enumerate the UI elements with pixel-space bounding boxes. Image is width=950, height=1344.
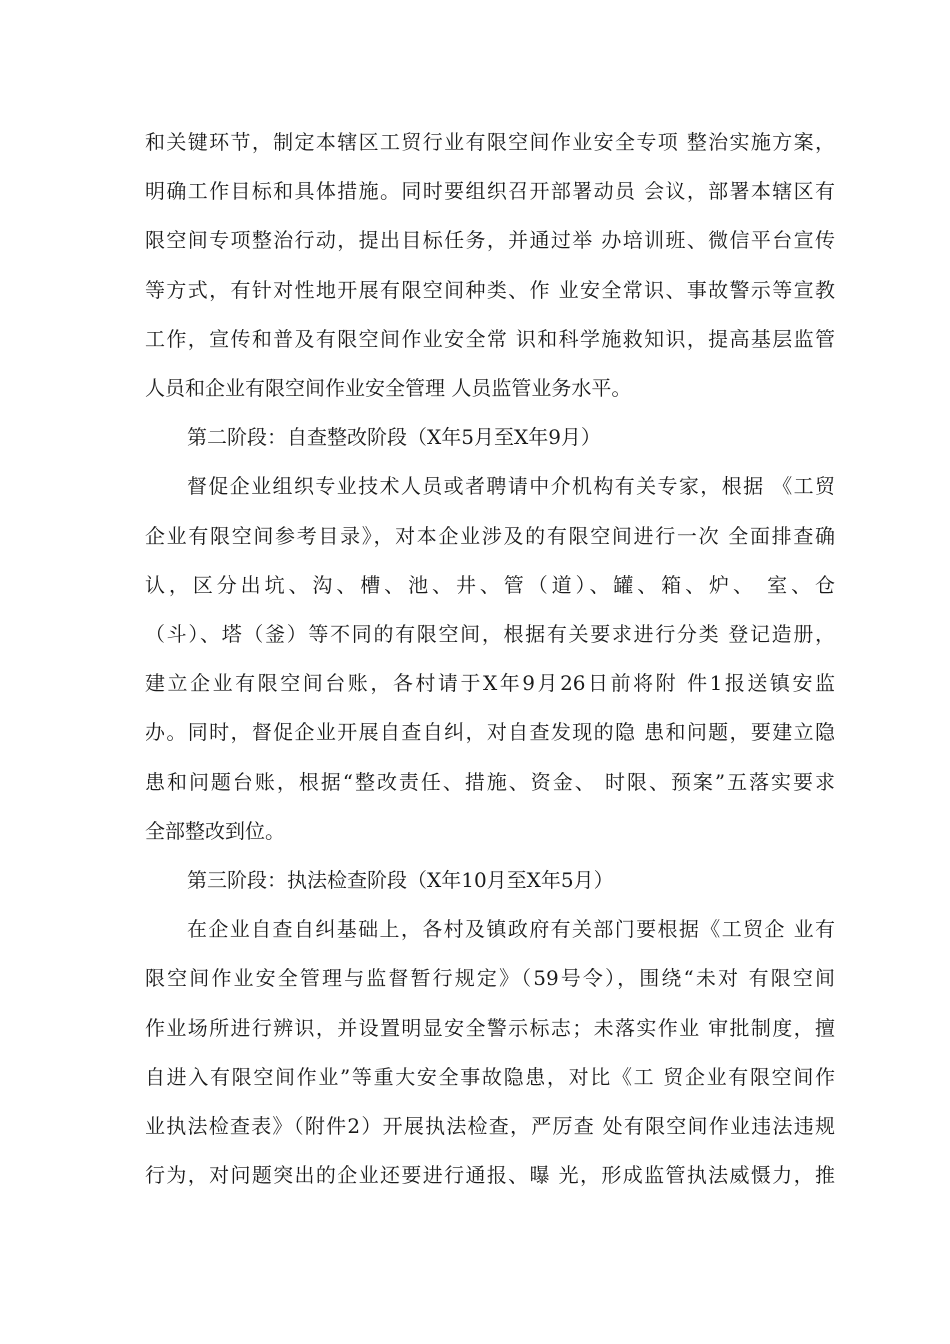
paragraph-line: 办。同时，督促企业开展自查自纠，对自查发现的隐 患和问题，要建立隐 <box>145 720 835 744</box>
paragraph-line: 全部整改到位。 <box>145 819 285 843</box>
section-heading: 第三阶段：执法检查阶段（X年10月至X年5月） <box>187 868 614 892</box>
paragraph-line: 等方式，有针对性地开展有限空间种类、作 业安全常识、事故警示等宣教 <box>145 278 835 302</box>
paragraph-line: 自进入有限空间作业”等重大安全事故隐患，对比《工 贸企业有限空间作 <box>145 1065 835 1089</box>
paragraph-line: 在企业自查自纠基础上，各村及镇政府有关部门要根据《工贸企 业有 <box>187 917 835 941</box>
paragraph-line: 企业有限空间参考目录》，对本企业涉及的有限空间进行一次 全面排查确 <box>145 524 835 548</box>
paragraph-line: 工作，宣传和普及有限空间作业安全常 识和科学施救知识，提高基层监管 <box>145 327 835 351</box>
paragraph-line: 督促企业组织专业技术人员或者聘请中介机构有关专家，根据 《工贸 <box>187 474 835 498</box>
paragraph-line: 行为，对问题突出的企业还要进行通报、曝 光，形成监管执法威慑力，推 <box>145 1163 835 1187</box>
paragraph-line: 明确工作目标和具体措施。同时要组织召开部署动员 会议，部署本辖区有 <box>145 179 835 203</box>
paragraph-line: 限空间专项整治行动，提出目标任务，并通过举 办培训班、微信平台宣传 <box>145 228 835 252</box>
section-heading: 第二阶段：自查整改阶段（X年5月至X年9月） <box>187 425 601 449</box>
paragraph-line: 人员和企业有限空间作业安全管理 人员监管业务水平。 <box>145 376 632 400</box>
paragraph-line: 患和问题台账，根据“整改责任、措施、资金、 时限、预案”五落实要求 <box>145 770 835 794</box>
paragraph-line: 认，区分出坑、沟、槽、池、井、管（道）、罐、箱、炉、 室、仓 <box>145 573 835 597</box>
paragraph-line: 业执法检查表》（附件2）开展执法检查，严厉查 处有限空间作业违法违规 <box>145 1114 835 1138</box>
paragraph-line: 作业场所进行辨识，并设置明显安全警示标志；未落实作业 审批制度，擅 <box>145 1016 835 1040</box>
paragraph-line: 和关键环节，制定本辖区工贸行业有限空间作业安全专项 整治实施方案， <box>145 130 835 154</box>
paragraph-line: （斗）、塔（釜）等不同的有限空间，根据有关要求进行分类 登记造册， <box>145 622 835 646</box>
paragraph-line: 建立企业有限空间台账，各村请于X年9月26日前将附 件1报送镇安监 <box>145 671 835 695</box>
paragraph-line: 限空间作业安全管理与监督暂行规定》（59号令），围绕“未对 有限空间 <box>145 966 835 990</box>
